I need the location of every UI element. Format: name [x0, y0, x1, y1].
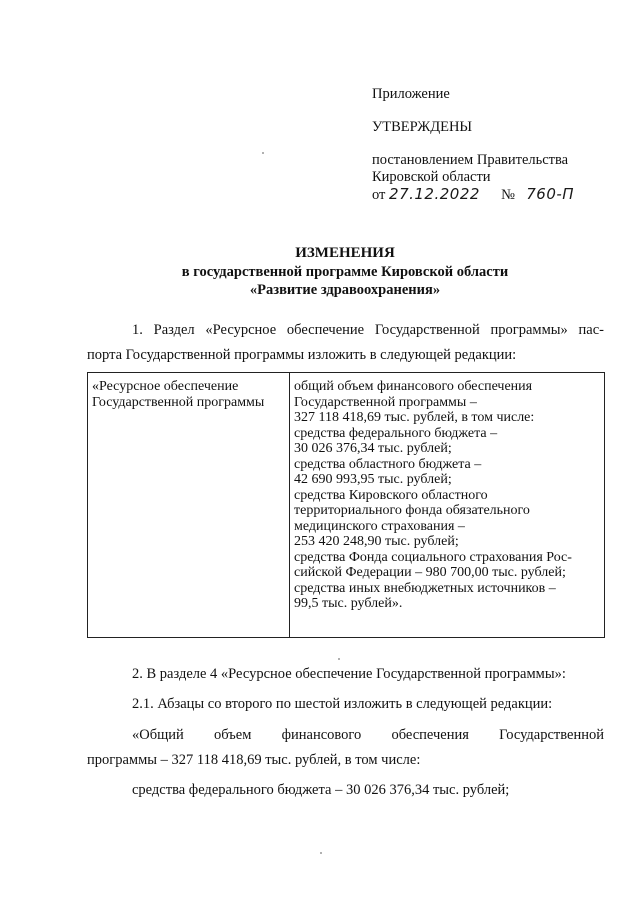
scan-speck: [262, 152, 264, 154]
value-line: общий объем финансового обеспечения: [294, 379, 533, 394]
date-prefix: от: [372, 187, 386, 203]
table-row: [88, 373, 605, 638]
label-line-2: Государственной программы: [92, 394, 265, 410]
value-line: сийской Федерации – 980 700,00 тыс. рублей;: [294, 565, 566, 580]
value-line: средства Фонда социального страхования Рос-: [294, 549, 572, 565]
number-prefix: №: [501, 187, 516, 203]
handwritten-date: 27.12.2022: [389, 185, 480, 203]
table-cell-label: [88, 373, 290, 638]
approved-label: УТВЕРЖДЕНЫ: [372, 119, 473, 135]
region-line: Кировской области: [372, 169, 491, 185]
paragraph-3: 2.1. Абзацы со второго по шестой изложить в следующей редакции:: [132, 696, 553, 712]
document-title: [0, 243, 640, 299]
title-subtitle-2: «Развитие здравоохранения»: [249, 282, 441, 298]
value-line: средства иных внебюджетных источников –: [294, 580, 556, 596]
label-line-1: «Ресурсное обеспечение: [92, 379, 239, 394]
value-line: 253 420 248,90 тыс. рублей;: [294, 534, 459, 549]
paragraph-1-line-1: 1. Раздел «Ресурсное обеспечение Государственной программы» пас-: [132, 322, 604, 338]
handwritten-number: 760-П: [526, 185, 575, 203]
title-heading: ИЗМЕНЕНИЯ: [295, 245, 395, 261]
appendix-label: Приложение: [372, 86, 450, 102]
approved-by-line: постановлением Правительства: [372, 152, 569, 168]
paragraph-2: 2. В разделе 4 «Ресурсное обеспечение Государственной программы»:: [132, 666, 566, 682]
value-line: Государственной программы –: [294, 394, 477, 410]
value-line: средства областного бюджета –: [294, 456, 482, 472]
scan-speck: [338, 658, 340, 660]
value-line: территориального фонда обязательного: [294, 503, 530, 518]
scan-speck: [320, 852, 322, 854]
table-cell-values: [290, 373, 605, 638]
value-line: 99,5 тыс. рублей».: [294, 596, 403, 611]
paragraph-4-line-2: программы – 327 118 418,69 тыс. рублей, в том числе:: [87, 752, 421, 768]
paragraph-1-line-2: порта Государственной программы изложить в следующей редакции:: [87, 347, 517, 363]
resource-table: [87, 372, 605, 638]
value-line: 42 690 993,95 тыс. рублей;: [294, 472, 452, 487]
resolution-date-line: [372, 186, 622, 204]
title-subtitle-1: в государственной программе Кировской области: [181, 264, 509, 280]
value-line: средства федерального бюджета –: [294, 425, 498, 441]
value-line: медицинского страхования –: [294, 518, 465, 534]
paragraph-4-line-1: «Общий объем финансового обеспечения Государственной: [132, 727, 604, 743]
value-line: средства Кировского областного: [294, 487, 488, 503]
value-line: 327 118 418,69 тыс. рублей, в том числе:: [294, 410, 535, 425]
value-line: 30 026 376,34 тыс. рублей;: [294, 441, 452, 456]
paragraph-5: средства федерального бюджета – 30 026 376,34 тыс. рублей;: [132, 782, 510, 798]
approval-stamp-block: [372, 86, 622, 204]
